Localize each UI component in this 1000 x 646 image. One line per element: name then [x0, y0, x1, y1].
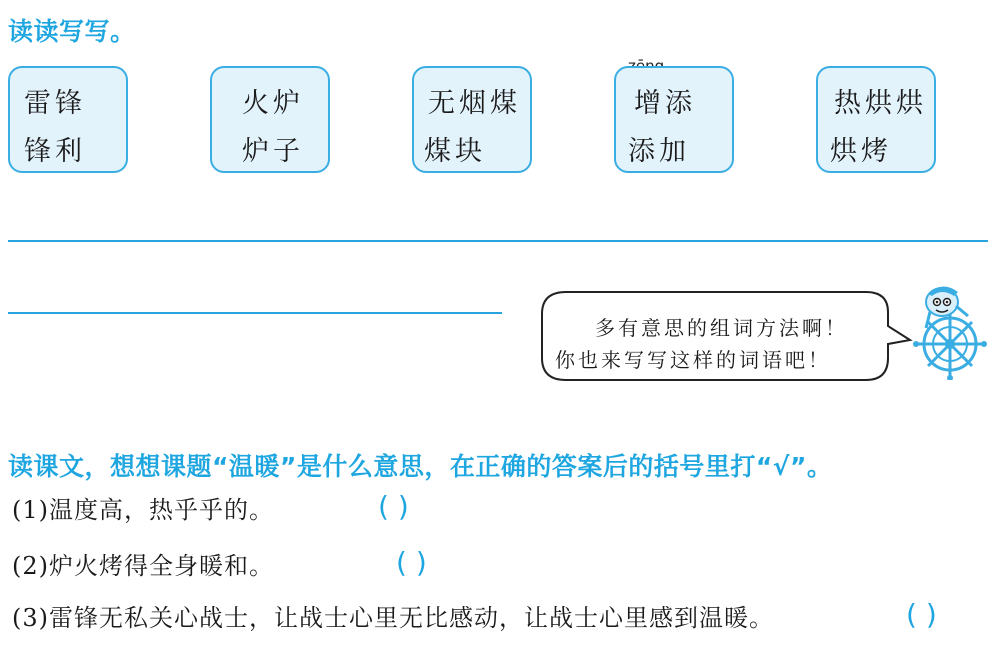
- answer-option-2-checkbox[interactable]: ( ): [396, 546, 427, 579]
- word-card-line: 炉子: [242, 136, 304, 167]
- mascot-with-ship-wheel-icon: [912, 282, 992, 380]
- answer-line-2[interactable]: [8, 312, 502, 314]
- word-card-line: 烘烤: [830, 136, 892, 167]
- answer-option-2: (2)炉火烤得全身暖和。: [12, 552, 274, 580]
- speech-bubble-line-2: 你也来写写这样的词语吧！: [555, 348, 831, 372]
- word-card-1: [8, 66, 128, 173]
- word-card-5: [816, 66, 936, 173]
- answer-line-1[interactable]: [8, 240, 988, 242]
- word-card-line: 雷锋: [24, 88, 86, 119]
- word-card-line: 无烟煤: [428, 88, 521, 119]
- word-card-line: 火炉: [242, 88, 304, 119]
- section-title-question: 读课文，想想课题“温暖”是什么意思，在正确的答案后的括号里打“√”。: [8, 452, 833, 481]
- word-card-2: [210, 66, 330, 173]
- section-title-read-write: 读读写写。: [8, 17, 136, 46]
- word-card-line: 煤块: [424, 136, 486, 167]
- word-card-4: [614, 66, 734, 173]
- word-card-3: [412, 66, 532, 173]
- word-card-line: 锋利: [24, 136, 86, 167]
- answer-option-3: (3)雷锋无私关心战士，让战士心里无比感动，让战士心里感到温暖。: [12, 604, 774, 632]
- word-card-line: 添加: [628, 136, 690, 167]
- speech-bubble-line-1: 多有意思的组词方法啊！: [595, 316, 848, 340]
- answer-option-1: (1)温度高，热乎乎的。: [12, 496, 274, 524]
- word-card-line: 增添: [634, 88, 696, 119]
- answer-option-1-checkbox[interactable]: ( ): [378, 490, 409, 523]
- word-card-line: 热烘烘: [834, 88, 927, 119]
- answer-option-3-checkbox[interactable]: ( ): [906, 598, 937, 631]
